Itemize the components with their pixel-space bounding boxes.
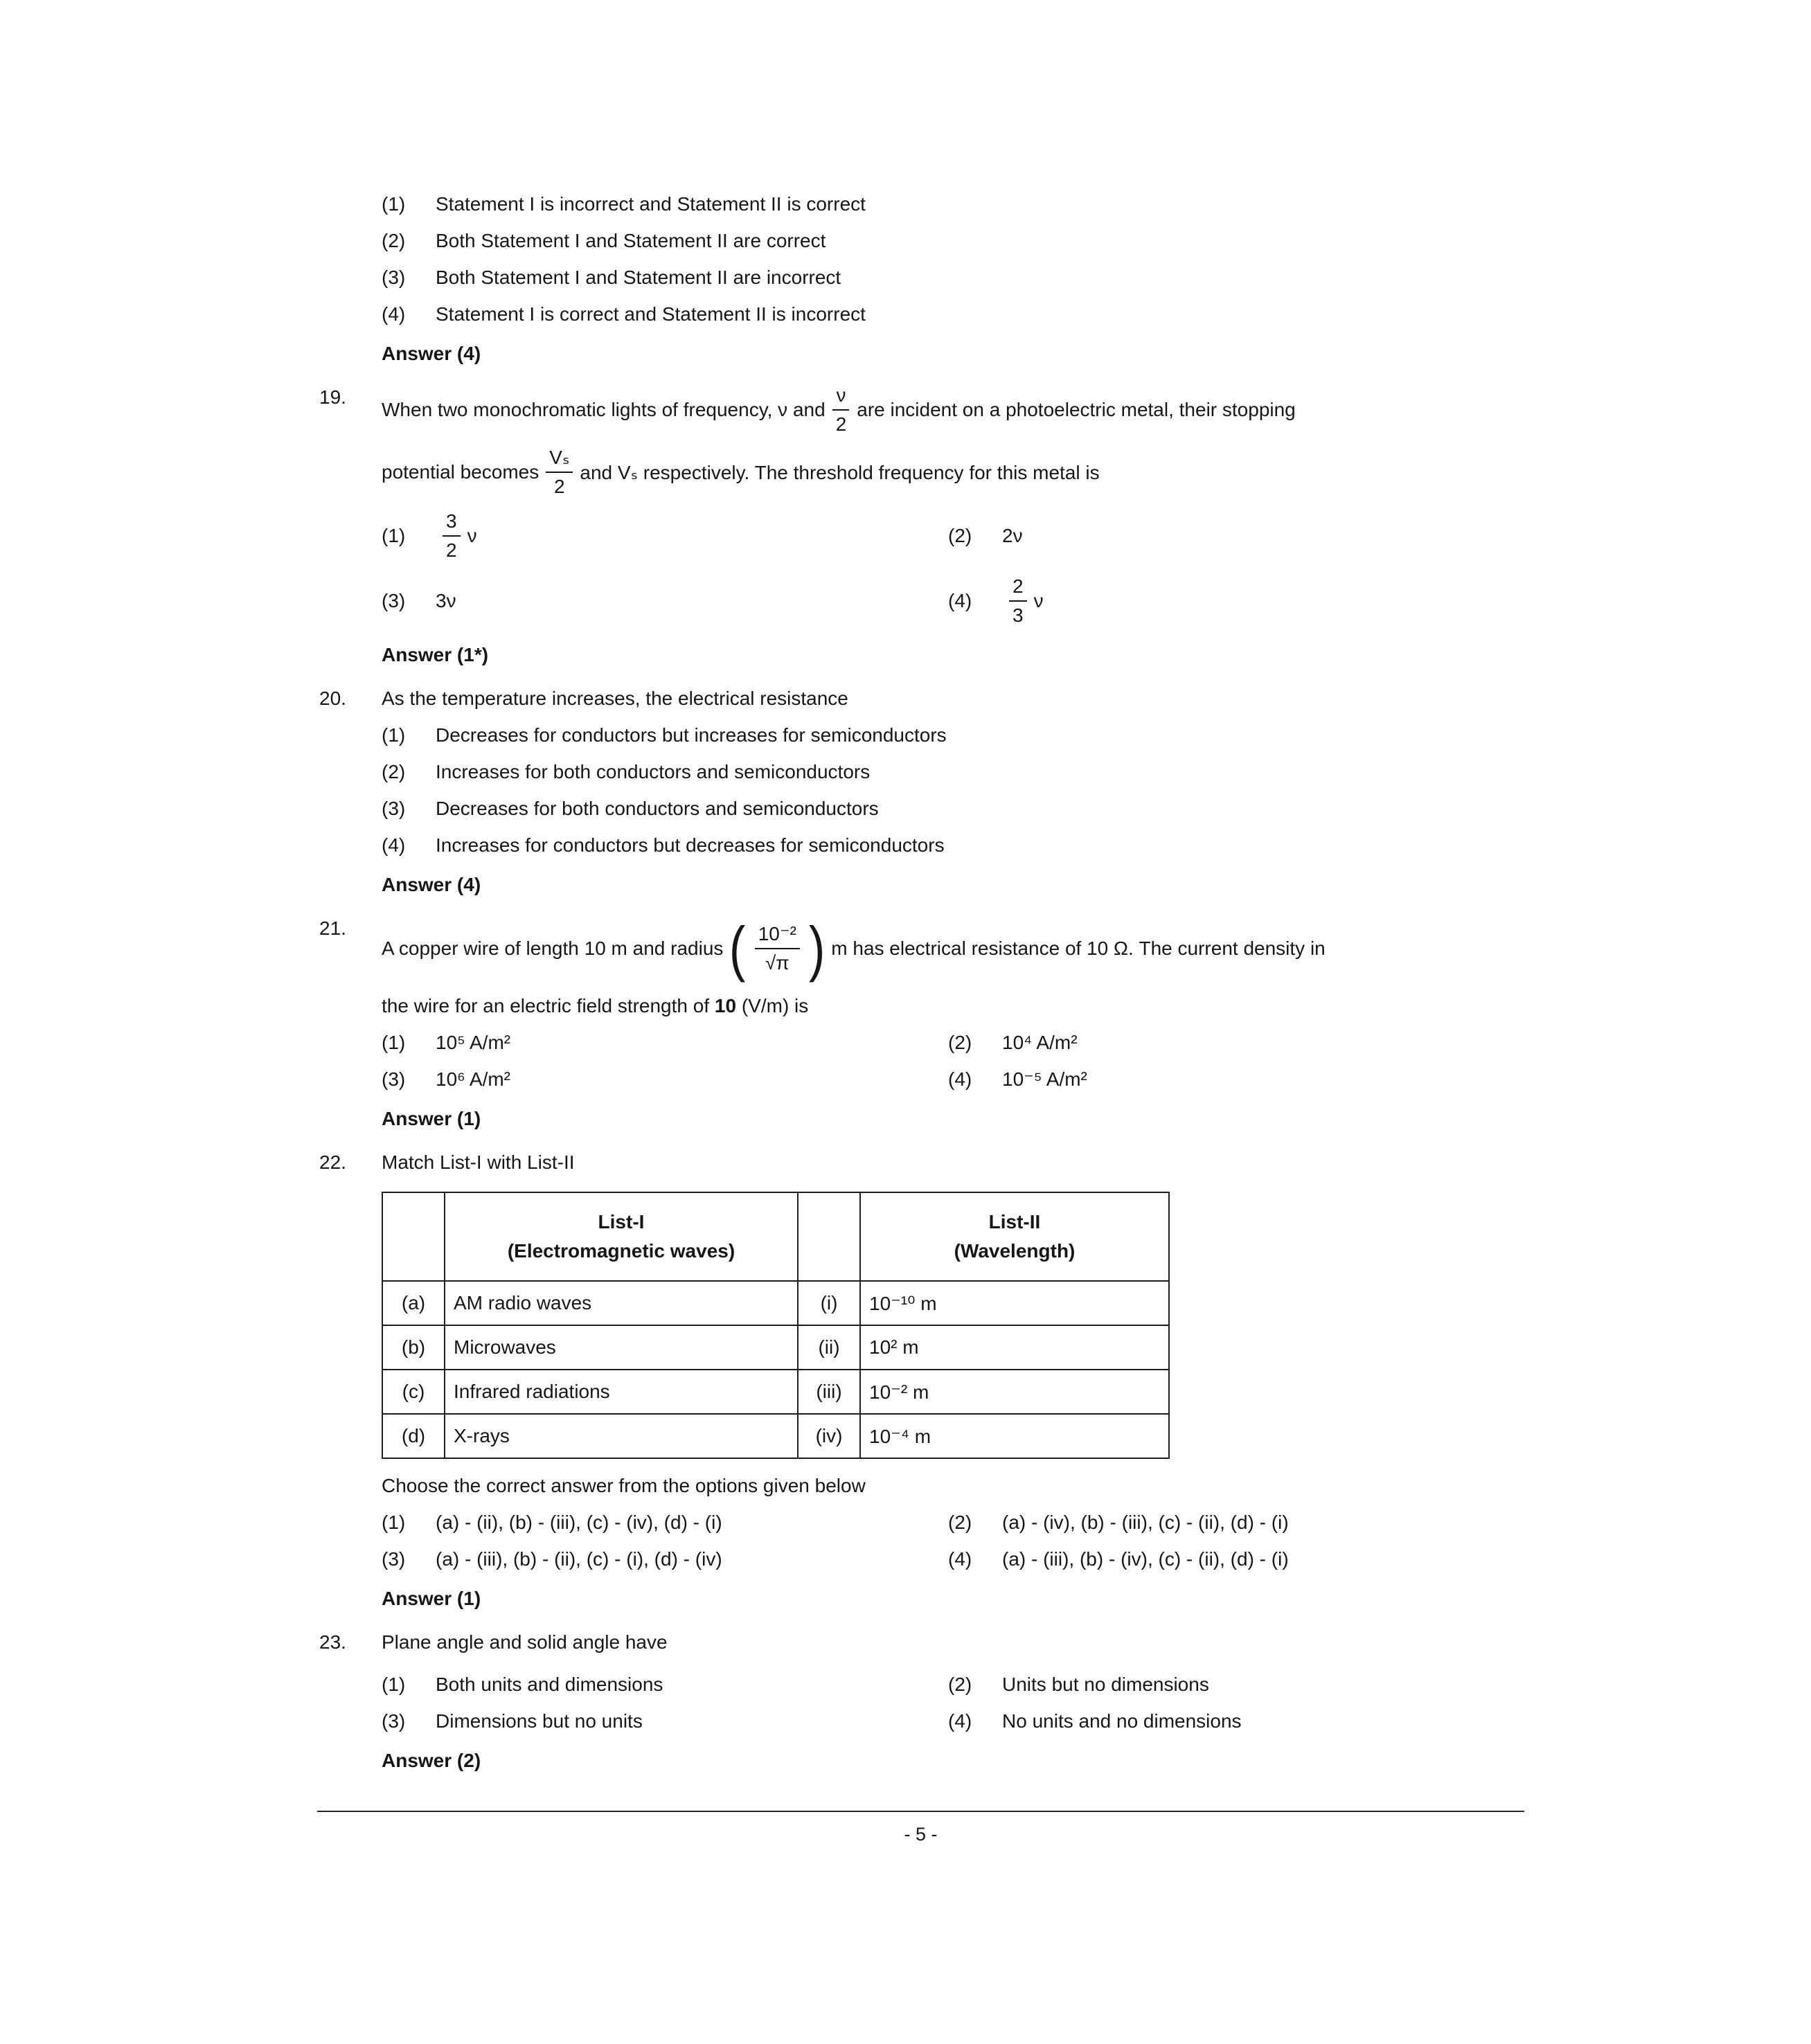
fraction-denominator: 3 — [1012, 604, 1024, 626]
option-text: 3ν — [436, 590, 456, 611]
question-number: 22. — [319, 1151, 346, 1173]
question-18-options-continued — [382, 186, 1540, 372]
table-row — [382, 1325, 1169, 1370]
option-text: Decreases for both conductors and semiconductors — [436, 798, 879, 819]
row-value: 10⁻⁴ m — [860, 1414, 1169, 1458]
option — [382, 1703, 948, 1739]
option-text: 2ν — [1002, 525, 1023, 546]
option — [948, 1504, 1289, 1541]
option — [382, 717, 1540, 753]
fraction-numerator: 2 — [1009, 575, 1027, 602]
option — [948, 1703, 1242, 1739]
fraction-3-over-2 — [443, 510, 461, 562]
text-segment: are incident on a photoelectric metal, their stopping — [857, 399, 1296, 420]
option-text: Both Statement I and Statement II are incorrect — [436, 267, 841, 288]
fraction-10-2-over-sqrt-pi — [755, 922, 800, 974]
table-header-empty — [798, 1192, 860, 1281]
question-21 — [319, 910, 1540, 1137]
options-row — [382, 568, 1540, 634]
row-label: (c) — [382, 1370, 445, 1414]
answer-line: Answer (4) — [382, 874, 481, 895]
option-text: Statement I is incorrect and Statement II is correct — [436, 193, 866, 215]
option — [382, 827, 1540, 863]
option-number: (2) — [948, 525, 972, 546]
fraction-2-over-3 — [1009, 575, 1027, 627]
row-value: 10⁻² m — [860, 1370, 1169, 1414]
question-23 — [319, 1624, 1540, 1779]
fraction-numerator: 3 — [443, 510, 461, 537]
text-segment: (V/m) is — [736, 995, 809, 1016]
text-segment-bold: 10 — [714, 995, 737, 1016]
option — [948, 568, 1044, 634]
option — [382, 1541, 948, 1577]
row-key: (iii) — [798, 1370, 860, 1414]
row-item: X-rays — [445, 1414, 798, 1458]
question-22 — [319, 1144, 1540, 1617]
answer-line: Answer (2) — [382, 1750, 481, 1771]
table-header-list2-subtitle: (Wavelength) — [954, 1240, 1076, 1262]
option-text: 10⁶ A/m² — [436, 1068, 511, 1090]
option-number: (4) — [948, 1068, 972, 1090]
text-segment: potential becomes — [382, 461, 539, 483]
option-number: (1) — [382, 1032, 406, 1053]
text-segment: the wire for an electric field strength of — [382, 995, 715, 1016]
options-row — [382, 1541, 1540, 1577]
match-list-table — [382, 1192, 1170, 1459]
footer-divider — [317, 1811, 1524, 1812]
table-header-empty — [382, 1192, 445, 1281]
row-value: 10⁻¹⁰ m — [860, 1281, 1169, 1325]
question-text: Match List-I with List-II — [382, 1151, 575, 1173]
page-number: - 5 - — [904, 1824, 938, 1845]
question-text-line-1 — [382, 910, 1540, 987]
table-header-list1 — [445, 1192, 798, 1281]
option — [382, 296, 1540, 332]
option-number: (1) — [382, 1512, 406, 1533]
answer-line: Answer (1) — [382, 1108, 481, 1129]
option — [382, 790, 1540, 827]
fraction-nu-over-2 — [832, 384, 850, 436]
options-row — [382, 1666, 1540, 1703]
option-number: (4) — [948, 590, 972, 611]
option-text: Increases for conductors but decreases for semiconductors — [436, 834, 945, 856]
option-text: (a) - (iii), (b) - (iv), (c) - (ii), (d) - (i) — [1002, 1548, 1289, 1570]
table-row — [382, 1281, 1169, 1325]
options-row — [382, 1024, 1540, 1061]
question-20 — [319, 680, 1540, 903]
question-body — [382, 1144, 1540, 1617]
option-text: (a) - (ii), (b) - (iii), (c) - (iv), (d) - (i) — [436, 1512, 722, 1533]
option-text: Units but no dimensions — [1002, 1674, 1209, 1695]
question-number: 19. — [319, 386, 346, 408]
close-paren: ) — [808, 914, 826, 983]
option — [382, 568, 948, 634]
option-text: Statement I is correct and Statement II is incorrect — [436, 303, 866, 325]
option-text: Both units and dimensions — [436, 1674, 663, 1695]
option-text: Decreases for conductors but increases for semiconductors — [436, 724, 947, 746]
option — [948, 503, 1023, 568]
open-paren: ( — [729, 914, 746, 983]
question-text: Plane angle and solid angle have — [382, 1631, 668, 1653]
option-number: (3) — [382, 1710, 406, 1732]
option — [382, 222, 1540, 259]
option-text: No units and no dimensions — [1002, 1710, 1242, 1732]
parenthesized-fraction — [727, 914, 827, 983]
text-segment: m has electrical resistance of 10 Ω. The current density in — [831, 938, 1326, 959]
table-header-list2-title: List-II — [988, 1211, 1041, 1232]
text-segment: and Vₛ respectively. The threshold frequency for this metal is — [580, 461, 1100, 483]
option-text: 10⁻⁵ A/m² — [1002, 1068, 1087, 1090]
option-number: (4) — [382, 303, 406, 325]
option — [948, 1666, 1209, 1703]
row-value: 10² m — [860, 1325, 1169, 1370]
option-text: 10⁵ A/m² — [436, 1032, 511, 1053]
option — [948, 1061, 1087, 1097]
option — [382, 186, 1540, 222]
option-number: (1) — [382, 525, 406, 546]
text-segment: When two monochromatic lights of frequency, ν and — [382, 399, 826, 420]
fraction-vs-over-2 — [546, 446, 573, 498]
option-text: Dimensions but no units — [436, 1710, 643, 1732]
option-number: (2) — [948, 1512, 972, 1533]
row-item: AM radio waves — [445, 1281, 798, 1325]
question-number: 20. — [319, 688, 346, 709]
question-body — [382, 910, 1540, 1137]
row-label: (a) — [382, 1281, 445, 1325]
option — [382, 1504, 948, 1541]
option-number: (2) — [382, 761, 406, 782]
option-text: Increases for both conductors and semiconductors — [436, 761, 871, 782]
option-number: (3) — [382, 1068, 406, 1090]
option — [948, 1541, 1289, 1577]
question-body — [382, 1624, 1540, 1779]
table-header-list2 — [860, 1192, 1169, 1281]
option — [382, 753, 1540, 790]
option — [382, 1061, 948, 1097]
option-number: (1) — [382, 724, 406, 746]
fraction-numerator: 10⁻² — [755, 922, 800, 949]
options-row — [382, 503, 1540, 568]
fraction-denominator: √π — [765, 952, 789, 974]
question-number: 23. — [319, 1631, 346, 1653]
option-number: (3) — [382, 798, 406, 819]
question-text-line-2 — [382, 441, 1540, 503]
question-19 — [319, 379, 1540, 673]
option-text: (a) - (iv), (b) - (iii), (c) - (ii), (d) - (i) — [1002, 1512, 1289, 1533]
row-key: (ii) — [798, 1325, 860, 1370]
question-text: As the temperature increases, the electrical resistance — [382, 688, 848, 709]
answer-line: Answer (4) — [382, 343, 481, 364]
fraction-denominator: 2 — [835, 413, 847, 435]
option-number: (4) — [948, 1710, 972, 1732]
answer-line: Answer (1) — [382, 1588, 481, 1609]
option-text: 10⁴ A/m² — [1002, 1032, 1078, 1053]
row-label: (b) — [382, 1325, 445, 1370]
option-text: Both Statement I and Statement II are correct — [436, 230, 826, 251]
fraction-denominator: 2 — [446, 539, 457, 561]
fraction-denominator: 2 — [554, 476, 565, 497]
answer-line: Answer (1*) — [382, 644, 489, 665]
question-text-line-2 — [382, 987, 1540, 1024]
fraction-numerator: ν — [832, 384, 849, 411]
row-key: (i) — [798, 1281, 860, 1325]
option — [382, 1666, 948, 1703]
choose-instruction: Choose the correct answer from the options given below — [382, 1475, 866, 1496]
table-header-list1-title: List-I — [598, 1211, 645, 1232]
option-number: (3) — [382, 590, 406, 611]
row-item: Infrared radiations — [445, 1370, 798, 1414]
option-number: (2) — [948, 1674, 972, 1695]
options-row — [382, 1504, 1540, 1541]
table-row — [382, 1414, 1169, 1458]
option-number: (1) — [382, 1674, 406, 1695]
options-row — [382, 1703, 1540, 1739]
options-row — [382, 1061, 1540, 1097]
option-number: (2) — [382, 230, 406, 251]
option — [382, 1024, 948, 1061]
row-key: (iv) — [798, 1414, 860, 1458]
option-text: ν — [467, 525, 477, 546]
option-text: ν — [1033, 590, 1044, 611]
table-header-list1-subtitle: (Electromagnetic waves) — [507, 1240, 735, 1262]
option-number: (3) — [382, 1548, 406, 1570]
option-number: (4) — [948, 1548, 972, 1570]
table-row — [382, 1370, 1169, 1414]
table-header-row — [382, 1192, 1169, 1281]
row-label: (d) — [382, 1414, 445, 1458]
text-segment: A copper wire of length 10 m and radius — [382, 938, 724, 959]
option — [382, 259, 1540, 296]
row-item: Microwaves — [445, 1325, 798, 1370]
page-footer — [317, 1811, 1524, 1848]
page-content — [319, 186, 1540, 1848]
question-body — [382, 379, 1540, 673]
fraction-numerator: Vₛ — [546, 446, 573, 473]
question-number: 21. — [319, 917, 346, 939]
option-text: (a) - (iii), (b) - (ii), (c) - (i), (d) - (iv) — [436, 1548, 722, 1570]
option-number: (1) — [382, 193, 406, 215]
option — [948, 1024, 1078, 1061]
option-number: (3) — [382, 267, 406, 288]
question-text-line-1 — [382, 379, 1540, 441]
option-number: (4) — [382, 834, 406, 856]
question-body — [382, 680, 1540, 903]
option — [382, 503, 948, 568]
option-number: (2) — [948, 1032, 972, 1053]
